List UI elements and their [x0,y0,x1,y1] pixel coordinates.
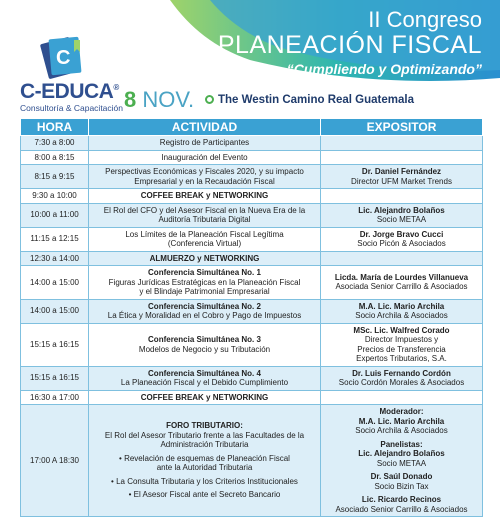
cell-expositor [321,227,483,251]
actividad-line: Conferencia Simultánea No. 4 [148,368,261,378]
event-date: 8 NOV. [124,87,195,112]
expositor-line: Socio METAA [376,458,427,468]
expositor-line: Lic. Ricardo Recinos [361,495,442,504]
cell-actividad [89,165,321,189]
actividad-line: • La Consulta Tributaria y los Criterios Institucionales [111,476,298,486]
congress-title-block [218,8,482,78]
table-row [21,150,483,165]
actividad-line: y el Blindaje Patrimonial Empresarial [139,287,270,296]
actividad-line: Perspectivas Económicas y Fiscales 2020, y su impacto [105,167,304,176]
table-row [21,165,483,189]
congress-title: PLANEACIÓN FISCAL [217,31,482,59]
cell-hora: 14:00 a 15:00 [21,299,89,323]
congress-slogan: “Cumpliendo y Optimizando” [286,61,482,77]
actividad-line: • El Asesor Fiscal ante el Secreto Bancario [128,490,281,500]
cell-hora: 16:30 a 17:00 [21,390,89,405]
expositor-line: Director UFM Market Trends [351,176,452,186]
expositor-line: Dr. Saúl Donado [370,472,433,481]
table-row [21,299,483,323]
actividad-line: COFFEE BREAK y NETWORKING [140,191,269,200]
cell-hora: 8:00 a 8:15 [21,150,89,165]
agenda-body [21,136,483,517]
column-header-hora: HORA [21,119,89,136]
actividad-line: COFFEE BREAK y NETWORKING [140,392,269,402]
actividad-line: (Conferencia Virtual) [167,239,242,248]
actividad-line: Modelos de Negocio y su Tributación [138,344,271,354]
logo-subtitle: Consultoría & Capacitación [20,103,124,113]
actividad-line: Figuras Jurídicas Estratégicas en la Planeación Fiscal [108,277,301,287]
actividad-line: La Planeación Fiscal y el Debido Cumplimiento [120,378,289,387]
table-row [21,189,483,204]
actividad-line: El Rol del CFO y del Asesor Fiscal en la Nueva Era de la [103,205,306,215]
cell-hora: 17:00 A 18:30 [21,405,89,517]
book-c-logo-icon [36,30,88,82]
table-row [21,266,483,300]
cell-expositor [321,390,483,405]
cell-actividad [89,189,321,204]
cell-actividad [89,366,321,390]
expositor-line: Socio Cordón Morales & Asociados [338,378,465,387]
cell-hora: 15:15 a 16:15 [21,323,89,366]
actividad-line: El Rol del Asesor Tributario frente a las Facultades de la [104,430,305,440]
expositor-line: Socio Archila & Asociados [355,426,448,435]
expositor-line: Socio Bizin Tax [374,481,429,491]
expositor-line: M.A. Lic. Mario Archila [358,301,445,311]
expositor-line: Moderador: [379,407,424,416]
expositor-line: Panelistas: [380,439,423,449]
actividad-line: Empresarial y en la Recaudación Fiscal [134,176,275,186]
cell-actividad [89,251,321,266]
cell-expositor [321,366,483,390]
expositor-line: Asociado Senior Carrillo & Asociados [335,504,468,514]
cell-expositor [321,165,483,189]
expositor-line: Socio METAA [376,215,427,224]
table-row [21,203,483,227]
table-row [21,366,483,390]
cell-actividad [89,323,321,366]
cell-expositor [321,136,483,151]
expositor-line: Director Impuestos y [364,335,439,344]
table-row [21,136,483,151]
cell-actividad [89,266,321,300]
expositor-line: Dr. Luis Fernando Cordón [352,368,451,378]
cell-hora: 15:15 a 16:15 [21,366,89,390]
cell-actividad [89,390,321,405]
expositor-line: Dr. Jorge Bravo Cucci [359,229,444,239]
actividad-line: Administración Tributaria [160,440,249,450]
actividad-line: Conferencia Simultánea No. 2 [148,301,261,311]
actividad-line: Auditoría Tributaria Digital [158,215,251,224]
svg-text:C: C [56,47,71,69]
cell-actividad [89,136,321,151]
actividad-line: La Ética y Moralidad en el Cobro y Pago de Impuestos [107,311,302,320]
cell-hora: 14:00 a 15:00 [21,266,89,300]
actividad-line: ante la Autoridad Tributaria [156,463,253,473]
cell-expositor [321,299,483,323]
cell-expositor [321,266,483,300]
actividad-line: Conferencia Simultánea No. 3 [148,335,261,344]
expositor-line: Socio Picón & Asociados [357,239,446,248]
cell-hora: 9:30 a 10:00 [21,189,89,204]
cell-hora: 10:00 a 11:00 [21,203,89,227]
table-row [21,251,483,266]
column-header-expositor: EXPOSITOR [321,119,483,136]
cell-expositor [321,150,483,165]
location-pin-icon [205,95,214,104]
expositor-line: Lic. Alejandro Bolaños [358,205,445,215]
expositor-line: Asociada Senior Carrillo & Asociados [335,282,468,292]
table-row [21,227,483,251]
event-venue: The Westin Camino Real Guatemala [205,94,414,106]
cell-expositor [321,323,483,366]
actividad-line: Inauguración del Evento [161,152,248,162]
actividad-line: • Revelación de esquemas de Planeación Fiscal [119,453,290,463]
cell-actividad [89,227,321,251]
actividad-line: ALMUERZO y NETWORKING [149,253,260,263]
cell-actividad [89,299,321,323]
table-row [21,323,483,366]
cell-hora: 11:15 a 12:15 [21,227,89,251]
column-header-actividad: ACTIVIDAD [89,119,321,136]
actividad-line: Los Límites de la Planeación Fiscal Legítima [125,229,284,239]
expositor-line: Expertos Tributarios, S.A. [356,354,447,363]
actividad-line: Conferencia Simultánea No. 1 [148,268,261,277]
cell-hora: 7:30 a 8:00 [21,136,89,151]
cell-expositor [321,189,483,204]
cell-hora: 12:30 a 14:00 [21,251,89,266]
cell-expositor [321,251,483,266]
expositor-line: Socio Archila & Asociados [355,311,448,320]
actividad-line: FORO TRIBUTARIO: [166,421,243,431]
actividad-line: Registro de Participantes [159,138,250,147]
expositor-line: Licda. María de Lourdes Villanueva [334,272,469,282]
logo-name: C-EDUCA® [20,80,119,103]
congress-edition: II Congreso [368,7,482,32]
expositor-line: M.A. Lic. Mario Archila [358,416,445,426]
cell-actividad [89,203,321,227]
expositor-line: Precios de Transferencia [357,344,446,354]
expositor-line: Dr. Daniel Fernández [361,167,442,176]
agenda-table [20,118,483,517]
cell-hora: 8:15 a 9:15 [21,165,89,189]
cell-expositor [321,203,483,227]
agenda-header-row [21,119,483,136]
table-row [21,390,483,405]
cell-actividad [89,150,321,165]
expositor-line: MSc. Lic. Walfred Corado [353,325,450,335]
expositor-line: Lic. Alejandro Bolaños [358,449,445,458]
